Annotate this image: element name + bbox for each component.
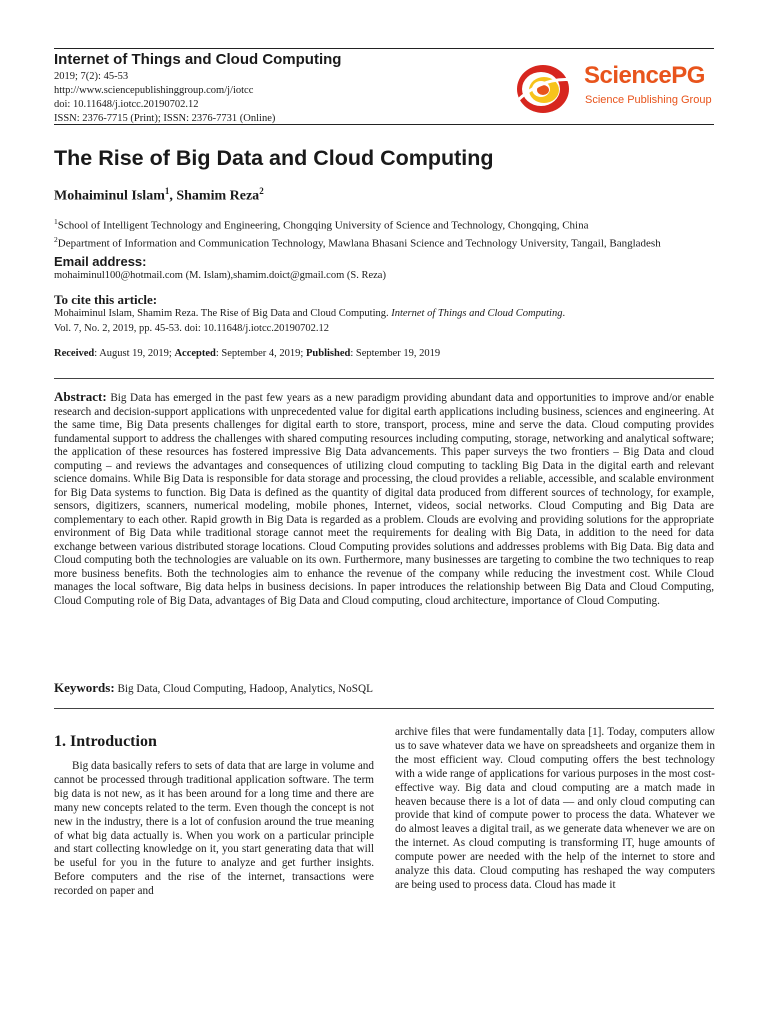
affiliation-1 — [54, 217, 589, 232]
introduction-heading: 1. Introduction — [54, 733, 157, 750]
author-list — [54, 186, 264, 205]
article-dates — [54, 348, 440, 359]
abstract-text: Big Data has emerged in the past few years as a new paradigm providing abundant data and opportunities to improve and/or enable research and decision-support applications with unprecedented value for digital earth applications including business, sciences and engineering. At the same time, Big Data presents challenges for digital earth to store, transport, process, mine and serve the data. Cloud computing provides fundamental support to address the challenges with shared computing resources including computing, storage, networking and analytical software; the application of these resources has fostered impressive Big Data advancements. This paper surveys the two frontiers – Big Data and cloud computing – and reviews the advantages and consequences of utilizing cloud computing to tackling Big Data in the digital earth and relevant science domains. While Big Data is responsible for data storage and processing, the cloud provides a reliable, accessible, and scalable environment for Big Data systems to function. Big Data is defined as the quantity of digital data produced from different sources of technology, for example, sensors, digitizers, scanners, numerical modeling, mobile phones, Internet, videos, social networks. Cloud Computing and Big Data are complementary to each other. Rapid growth in Big Data is regarded as a problem. Clouds are evolving and providing solutions for the appropriate environment of Big Data while traditional storage cannot meet the requirements for dealing with Big Data, in addition to the need for data exchange between various distributed storage locations. Cloud Computing provides solutions and addresses problems with Big Data. Big data and Cloud computing both the technologies are valuable on its own. Furthermore, many businesses are targeting to combine the two techniques to reap more business benefits. Both the technologies aim to enhance the revenue of the company while reducing the investment cost. While Cloud manages the local software, Big data helps in business decisions. In paper introduces the relationship between Big Data and Cloud Computing, Cloud Computing role of Big Data, advantages of Big Data and Cloud computing, cloud architecture, importance of Cloud Computing. — [54, 392, 715, 607]
author-name: Mohaiminul Islam — [54, 188, 165, 204]
journal-issue: 2019; 7(2): 45-53 — [54, 71, 129, 82]
header-bottom-rule — [54, 124, 714, 125]
citation-text: Mohaiminul Islam, Shamim Reza. The Rise of Big Data and Cloud Computing. — [54, 308, 392, 319]
keywords-label: Keywords: — [54, 680, 115, 695]
sciencepg-logo — [514, 60, 724, 116]
published-label: Published — [305, 348, 351, 359]
accepted-date: : September 4, 2019; — [215, 348, 306, 359]
paper-title: The Rise of Big Data and Cloud Computing — [54, 146, 494, 170]
keywords-text: Big Data, Cloud Computing, Hadoop, Analytics, NoSQL — [117, 683, 373, 695]
introduction-right-column: archive files that were fundamentally data [1]. Today, computers allow us to save whatever data we have on spreadsheets and organize them in the most efficient way. Cloud computing offers the best technology with a wide range of applications for various purposes in the most cost-effective way. Big data and cloud computing are a match made in heaven because there is a lot of data — and only cloud computing can provide that kind of compute power to process the data. Whatever we do almost leaves a digital trail, as we generate data whenever we are on the internet. As cloud computing is transforming IT, huge amounts of compute power are needed with the help of the internet to store and analyze this data. Cloud computing has reshaped the way computers are being used to process data. Cloud has made it — [395, 726, 716, 891]
header-top-rule — [54, 48, 714, 49]
affiliation-mark: 1 — [54, 217, 58, 226]
affiliation-text: Department of Information and Communication Technology, Mawlana Bhasani Science and Technology University, Tangail, Bangladesh — [57, 237, 661, 250]
introduction-left-column: Big data basically refers to sets of data that are large in volume and cannot be processed through traditional application software. The term big data is not new, as it has been around for a long time and there are many new concepts related to the term. Even though the concept is not new in the industry, there is a lot of confusion around the true meaning of what big data actually is. When you work on a particular principle and start collecting knowledge on it, you start generating data that will be useful for you in the future to analyze and get further insights. Before computers and the rise of the internet, transactions were recorded on paper and — [54, 760, 374, 898]
cite-heading: To cite this article: — [54, 292, 158, 307]
email-addresses[interactable]: mohaiminul100@hotmail.com (M. Islam),shamim.doict@gmail.com (S. Reza) — [54, 270, 386, 281]
accepted-label: Accepted — [174, 348, 216, 359]
keywords — [54, 680, 714, 696]
published-date: : September 19, 2019 — [350, 348, 441, 359]
logo-wordmark: SciencePG — [584, 62, 705, 89]
journal-doi: doi: 10.11648/j.iotcc.20190702.12 — [54, 99, 199, 110]
citation-period: . — [562, 308, 566, 319]
affiliation-mark: 2 — [54, 235, 58, 244]
citation-journal: Internet of Things and Cloud Computing — [391, 308, 563, 319]
journal-meta — [54, 70, 275, 126]
journal-issn: ISSN: 2376-7715 (Print); ISSN: 2376-7731 (Online) — [54, 113, 276, 124]
author-affiliation-mark: 2 — [259, 186, 264, 196]
affiliation-2 — [54, 235, 661, 250]
received-date: : August 19, 2019; — [94, 348, 175, 359]
author-name: Shamim Reza — [176, 188, 260, 204]
abstract-label: Abstract: — [54, 389, 107, 404]
citation-line-1 — [54, 308, 565, 319]
affiliation-text: School of Intelligent Technology and Engineering, Chongqing University of Science and Technology, Chongqing, China — [57, 219, 589, 232]
logo-subtitle: Science Publishing Group — [585, 94, 712, 106]
received-label: Received — [54, 348, 95, 359]
sciencepg-logo-mark — [514, 62, 576, 116]
abstract — [54, 390, 714, 608]
email-heading: Email address: — [54, 254, 147, 269]
abstract-top-rule — [54, 378, 714, 379]
citation-line-2: Vol. 7, No. 2, 2019, pp. 45-53. doi: 10.11648/j.iotcc.20190702.12 — [54, 323, 330, 334]
journal-name: Internet of Things and Cloud Computing — [54, 51, 342, 68]
author-separator: , — [169, 188, 177, 204]
journal-url[interactable]: http://www.sciencepublishinggroup.com/j/iotcc — [54, 85, 254, 96]
abstract-bottom-rule — [54, 708, 714, 709]
author-affiliation-mark: 1 — [164, 186, 170, 196]
